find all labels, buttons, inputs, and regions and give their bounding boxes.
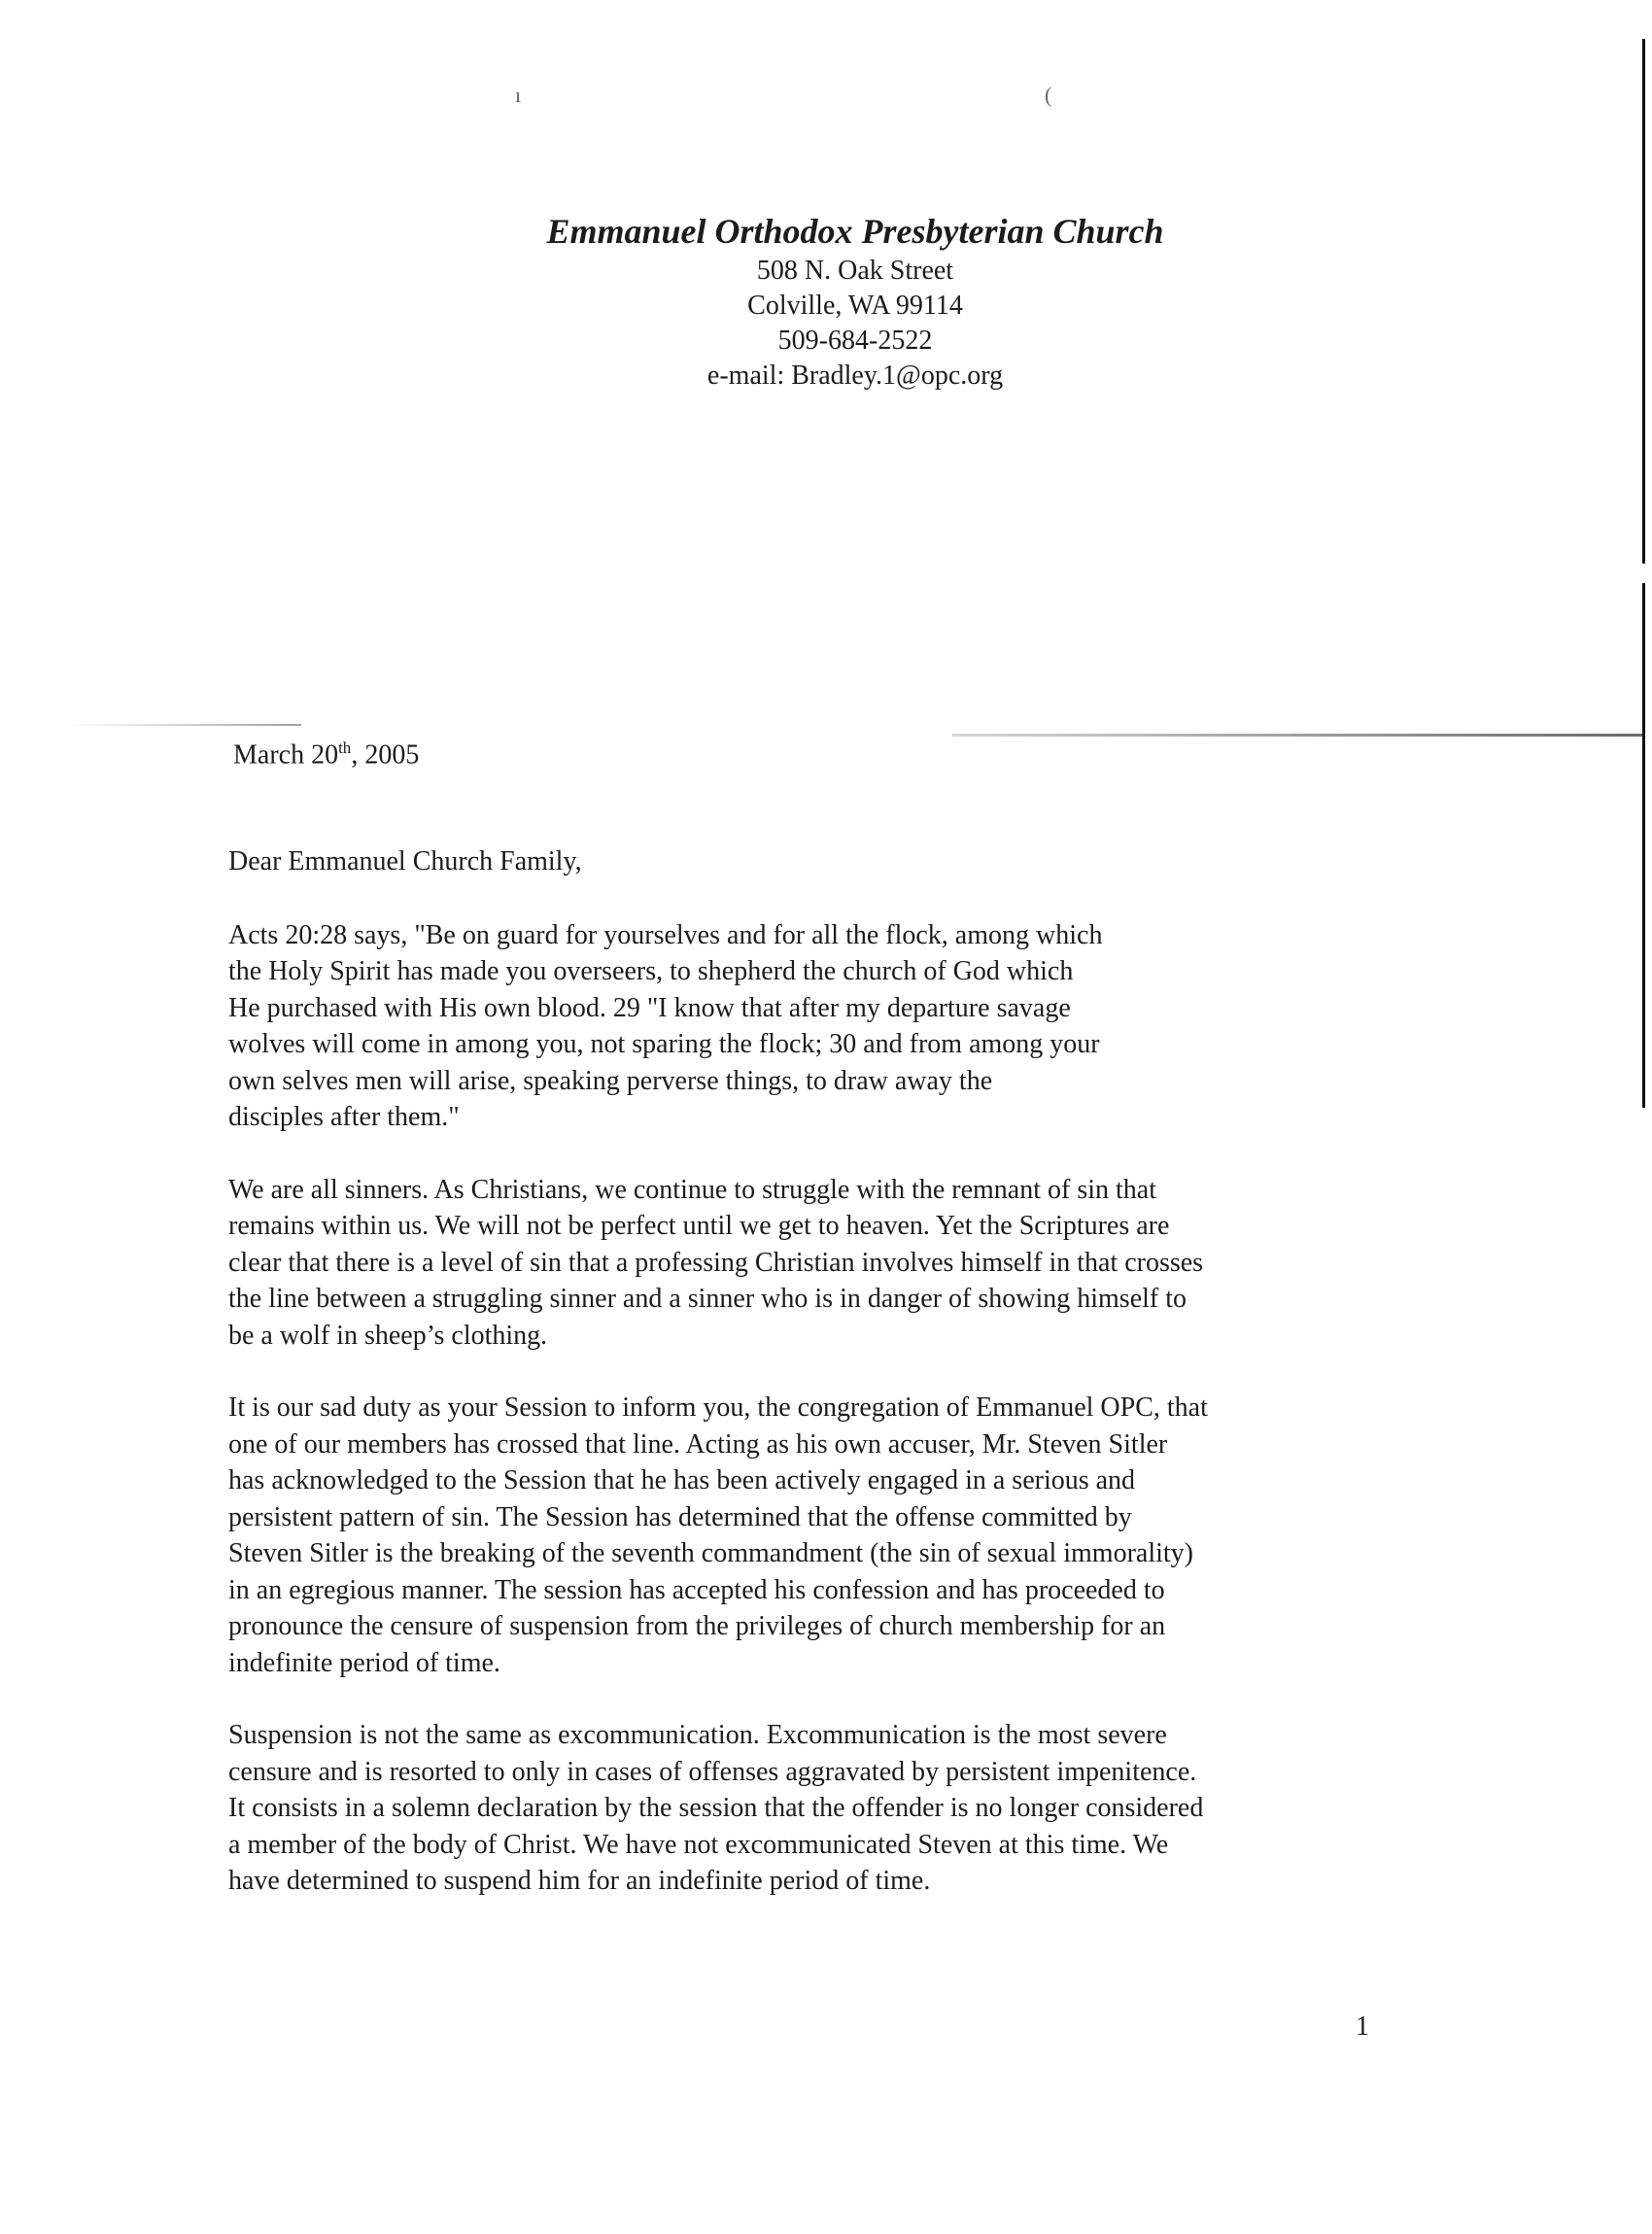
scan-edge-line	[1642, 583, 1645, 1108]
body-paragraph: Acts 20:28 says, "Be on guard for yourselves and for all the flock, among which the Holy Spirit has made you overseers, to shepherd the church of God which He purchased with His own blood. 29 "I know that after my departure savage wolves will come in among you, not sparing the flock; 30 and from among your own selves men will arise, speaking perverse things, to draw away the disciples after them."	[228, 919, 1103, 1132]
salutation: Dear Emmanuel Church Family,	[228, 846, 582, 876]
scan-speck: (	[1045, 83, 1052, 107]
city-state-zip: Colville, WA 99114	[747, 291, 963, 321]
body-paragraph: We are all sinners. As Christians, we continue to struggle with the remnant of sin that remains within us. We will not be perfect until we get to heaven. Yet the Scriptures are clear that there is a level of sin that a professing Christian involves himself in that crosses the line between a struggling sinner and a sinner who is in danger of showing himself to be a wolf in sheep’s clothing.	[228, 1174, 1204, 1351]
letter-date	[233, 731, 419, 773]
date-ordinal: th	[338, 739, 352, 757]
phone-number: 509-684-2522	[777, 326, 933, 356]
street-address: 508 N. Oak Street	[756, 256, 954, 286]
page-number: 1	[1356, 2011, 1369, 2042]
letter-body	[228, 843, 1433, 1936]
fold-crease	[952, 734, 1642, 737]
scan-speck: ı	[515, 83, 522, 107]
email-address: e-mail: Bradley.1@opc.org	[706, 361, 1004, 391]
date-year: , 2005	[351, 739, 420, 771]
letterhead	[0, 209, 1652, 394]
body-paragraph: Suspension is not the same as excommunication. Excommunication is the most severe censure and is resorted to only in cases of offenses aggravated by persistent impenitence. It consists in a solemn declaration by the session that the offender is no longer considered a member of the body of Christ. We have not excommunicated Steven at this time. We have determined to suspend him for an indefinite period of time.	[228, 1720, 1204, 1896]
date-month-day: March 20	[233, 739, 339, 771]
fold-crease	[68, 724, 301, 726]
body-paragraph: It is our sad duty as your Session to inform you, the congregation of Emmanuel OPC, that one of our members has crossed that line. Acting as his own accuser, Mr. Steven Sitler has acknowledged to the Session that he has been actively engaged in a serious and persistent pattern of sin. The Session has determined that the offense committed by Steven Sitler is the breaking of the seventh commandment (the sin of sexual immorality) in an egregious manner. The session has accepted his confession and has proceeded to pronounce the censure of suspension from the privileges of church membership for an indefinite period of time.	[228, 1392, 1208, 1678]
church-name: Emmanuel Orthodox Presbyterian Church	[546, 212, 1164, 251]
